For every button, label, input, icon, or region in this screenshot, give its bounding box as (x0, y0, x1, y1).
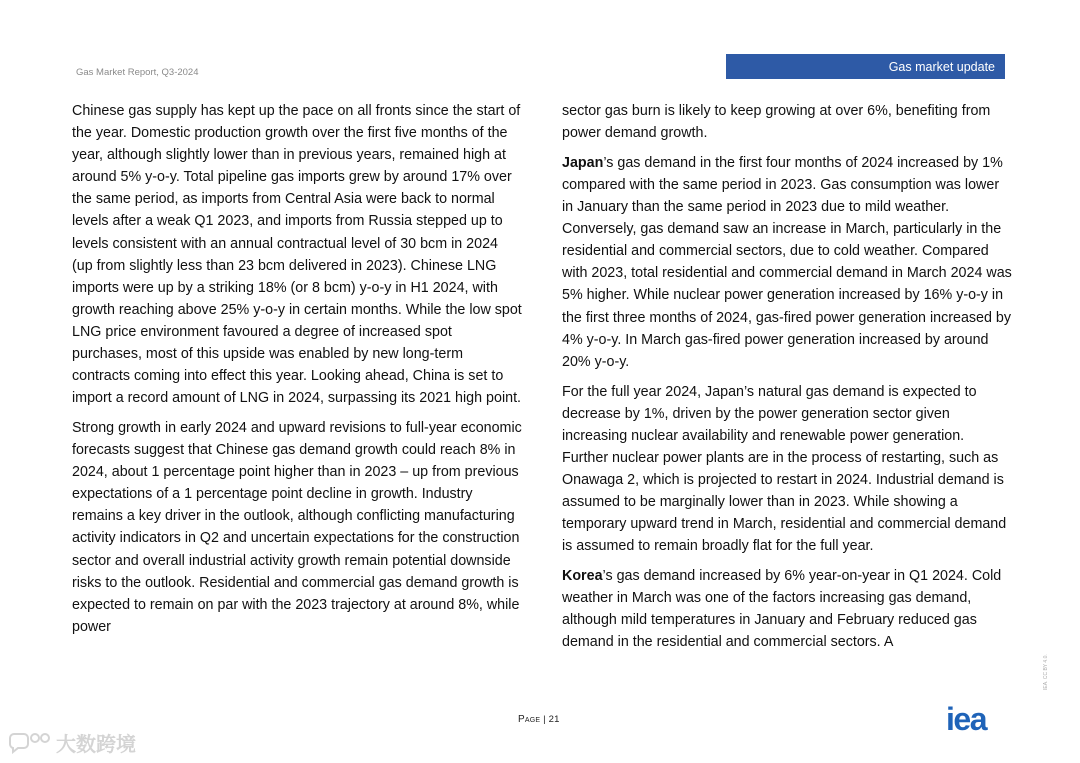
iea-logo (946, 703, 1008, 735)
paragraph-continuation: sector gas burn is likely to keep growing at over 6%, benefiting from power demand growth. (562, 103, 991, 142)
paragraph-korea (562, 565, 1012, 653)
license-note: IEA. CC BY 4.0. (1043, 654, 1049, 690)
paragraph-japan-full-year: For the full year 2024, Japan’s natural gas demand is expected to decrease by 1%, driven by the power generation sector given increasing nuclear availability and renewable power generation. Further nuclear power plants are in the process of restarting, such as Onawaga 2, which is projected to restart in 2024. Industrial demand is assumed to be marginally lower than in 2023. While showing a temporary upward trend in March, residential and commercial demand is assumed to remain broadly flat for the full year. (562, 383, 1007, 555)
japan-label: Japan (562, 154, 604, 171)
right-column (562, 100, 1012, 661)
page-separator: | (540, 714, 549, 725)
korea-label: Korea (562, 567, 603, 584)
korea-text: ’s gas demand increased by 6% year-on-year in Q1 2024. Cold weather in March was one of the factors increasing gas demand, although mild temperatures in January and February reduced gas demand in the residential and commercial sectors. A (562, 567, 1002, 651)
watermark-chat-icon (8, 730, 52, 754)
paragraph-china-demand: Strong growth in early 2024 and upward revisions to full-year economic forecasts suggest that Chinese gas demand growth could reach 8% in 2024, about 1 percentage point higher than in 2023 – up from previous expectations of a 1 percentage point decline in growth. Industry remains a key driver in the outlook, although conflicting manufacturing activity indicators in Q2 and uncertain expectations for the construction sector and overall industrial activity growth remain potential downside risks to the outlook. Residential and commercial gas demand growth is expected to remain on par with the 2023 trajectory at around 8%, while power (72, 420, 522, 635)
page-number (518, 714, 560, 725)
report-running-head: Gas Market Report, Q3-2024 (76, 67, 199, 78)
left-column (72, 100, 522, 646)
page-number-value: 21 (548, 714, 560, 725)
watermark (8, 728, 136, 756)
watermark-text: 大数跨境 (56, 733, 136, 756)
section-tab-label: Gas market update (888, 59, 995, 74)
paragraph-china-supply: Chinese gas supply has kept up the pace on all fronts since the start of the year. Domestic production growth over the first five months of the year, although slightly lower than in previous years, remained high at around 5% y-o-y. Total pipeline gas imports grew by around 17% over the same period, as imports from Central Asia were back to normal levels after a weak Q1 2023, and imports from Russia stepped up to levels consistent with an annual contractual level of 30 bcm in 2024 (up from slightly less than 23 bcm delivered in 2023). Chinese LNG imports were up by a striking 18% (or 8 bcm) y-o-y in H1 2024, with growth reaching above 25% y-o-y in certain months. While the low spot LNG price environment favoured a degree of increased spot purchases, most of this upside was enabled by new long-term contracts coming into effect this year. Looking ahead, China is set to import a record amount of LNG in 2024, surpassing its 2021 high point. (72, 103, 522, 407)
iea-logo-text: iea (946, 703, 986, 735)
section-tab (726, 54, 1005, 79)
paragraph-japan (562, 152, 1012, 373)
page-label: Page (518, 714, 541, 725)
japan-text: ’s gas demand in the first four months of 2024 increased by 1% compared with the same period in 2023. Gas consumption was lower in January than the same period in 2023 due to mild weather. Conversely, gas demand saw an increase in March, particularly in the residential and commercial sectors, due to cold weather. Compared with 2023, total residential and commercial demand in March 2024 was 5% higher. While nuclear power generation increased by 16% y-o-y in the first three months of 2024, gas-fired power generation increased by 4% y-o-y. In March gas-fired power generation increased by around 20% y-o-y. (562, 154, 1012, 370)
